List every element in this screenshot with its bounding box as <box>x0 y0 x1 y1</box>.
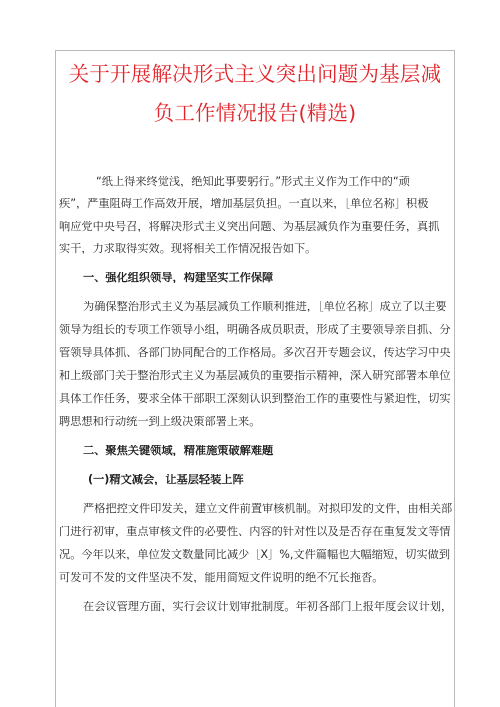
document-title-line-1: 关于开展解决形式主义突出问题为基层减 <box>68 62 442 86</box>
subsection-1-paragraph-line: 门进行初审，重点审核文件的必要性、内容的针对性以及是否存在重复发文等情 <box>59 526 451 538</box>
subsection-1-paragraph-line: 严格把控文件印发关，建立文件前置审核机制。对拟印发的文件，由相关部 <box>83 503 453 515</box>
section-heading-2: 二、聚焦关键领域，精准施策破解难题 <box>83 445 274 457</box>
subsection-1-paragraph-line: 况。今年以来，单位发文数量同比减少［X］%,文件篇幅也大幅缩短，切实做到 <box>59 549 451 561</box>
intro-paragraph-line: “纸上得来终觉浅，绝知此事要躬行。”形式主义作为工作中的“顽 <box>96 176 410 188</box>
meeting-paragraph-line: 在会议管理方面，实行会议计划审批制度。年初各部门上报年度会议计划， <box>83 601 453 613</box>
section-1-paragraph-line: 具体工作任务，要求全体干部职工深刻认识到整治工作的重要性与紧迫性，切实 <box>59 393 451 405</box>
intro-paragraph-line: 响应党中央号召，将解决形式主义突出问题、为基层减负作为重要任务，真抓 <box>59 221 440 233</box>
section-1-paragraph-line: 领导为组长的专项工作领导小组，明确各成员职责，形成了主要领导亲自抓、分 <box>59 324 451 336</box>
section-1-paragraph-line: 为确保整治形式主义为基层减负工作顺利推进，［单位名称］成立了以主要 <box>83 301 447 313</box>
intro-paragraph-line: 疾”，严重阻碍工作高效开展，增加基层负担。一直以来，［单位名称］积极 <box>59 198 429 210</box>
section-1-paragraph-line: 聘思想和行动统一到上级决策部署上来。 <box>59 416 261 428</box>
section-heading-1: 一、强化组织领导，构建坚实工作保障 <box>83 272 274 284</box>
subsection-1-paragraph-line: 可发可不发的文件坚决不发，能用简短文件说明的绝不冗长拖沓。 <box>59 572 384 584</box>
subsection-heading-1: (一)精文减会，让基层轻装上阵 <box>88 474 244 486</box>
document-title-line-2: 负工作情况报告(精选) <box>153 101 357 125</box>
intro-paragraph-line: 实干，力求取得实效。现将相关工作情况报告如下。 <box>59 243 317 255</box>
section-1-paragraph-line: 和上级部门关于整治形式主义为基层减负的重要指示精神，深入研究部署本单位 <box>59 370 451 382</box>
section-1-paragraph-line: 管领导具体抓、各部门协同配合的工作格局。多次召开专题会议，传达学习中央 <box>59 347 451 359</box>
